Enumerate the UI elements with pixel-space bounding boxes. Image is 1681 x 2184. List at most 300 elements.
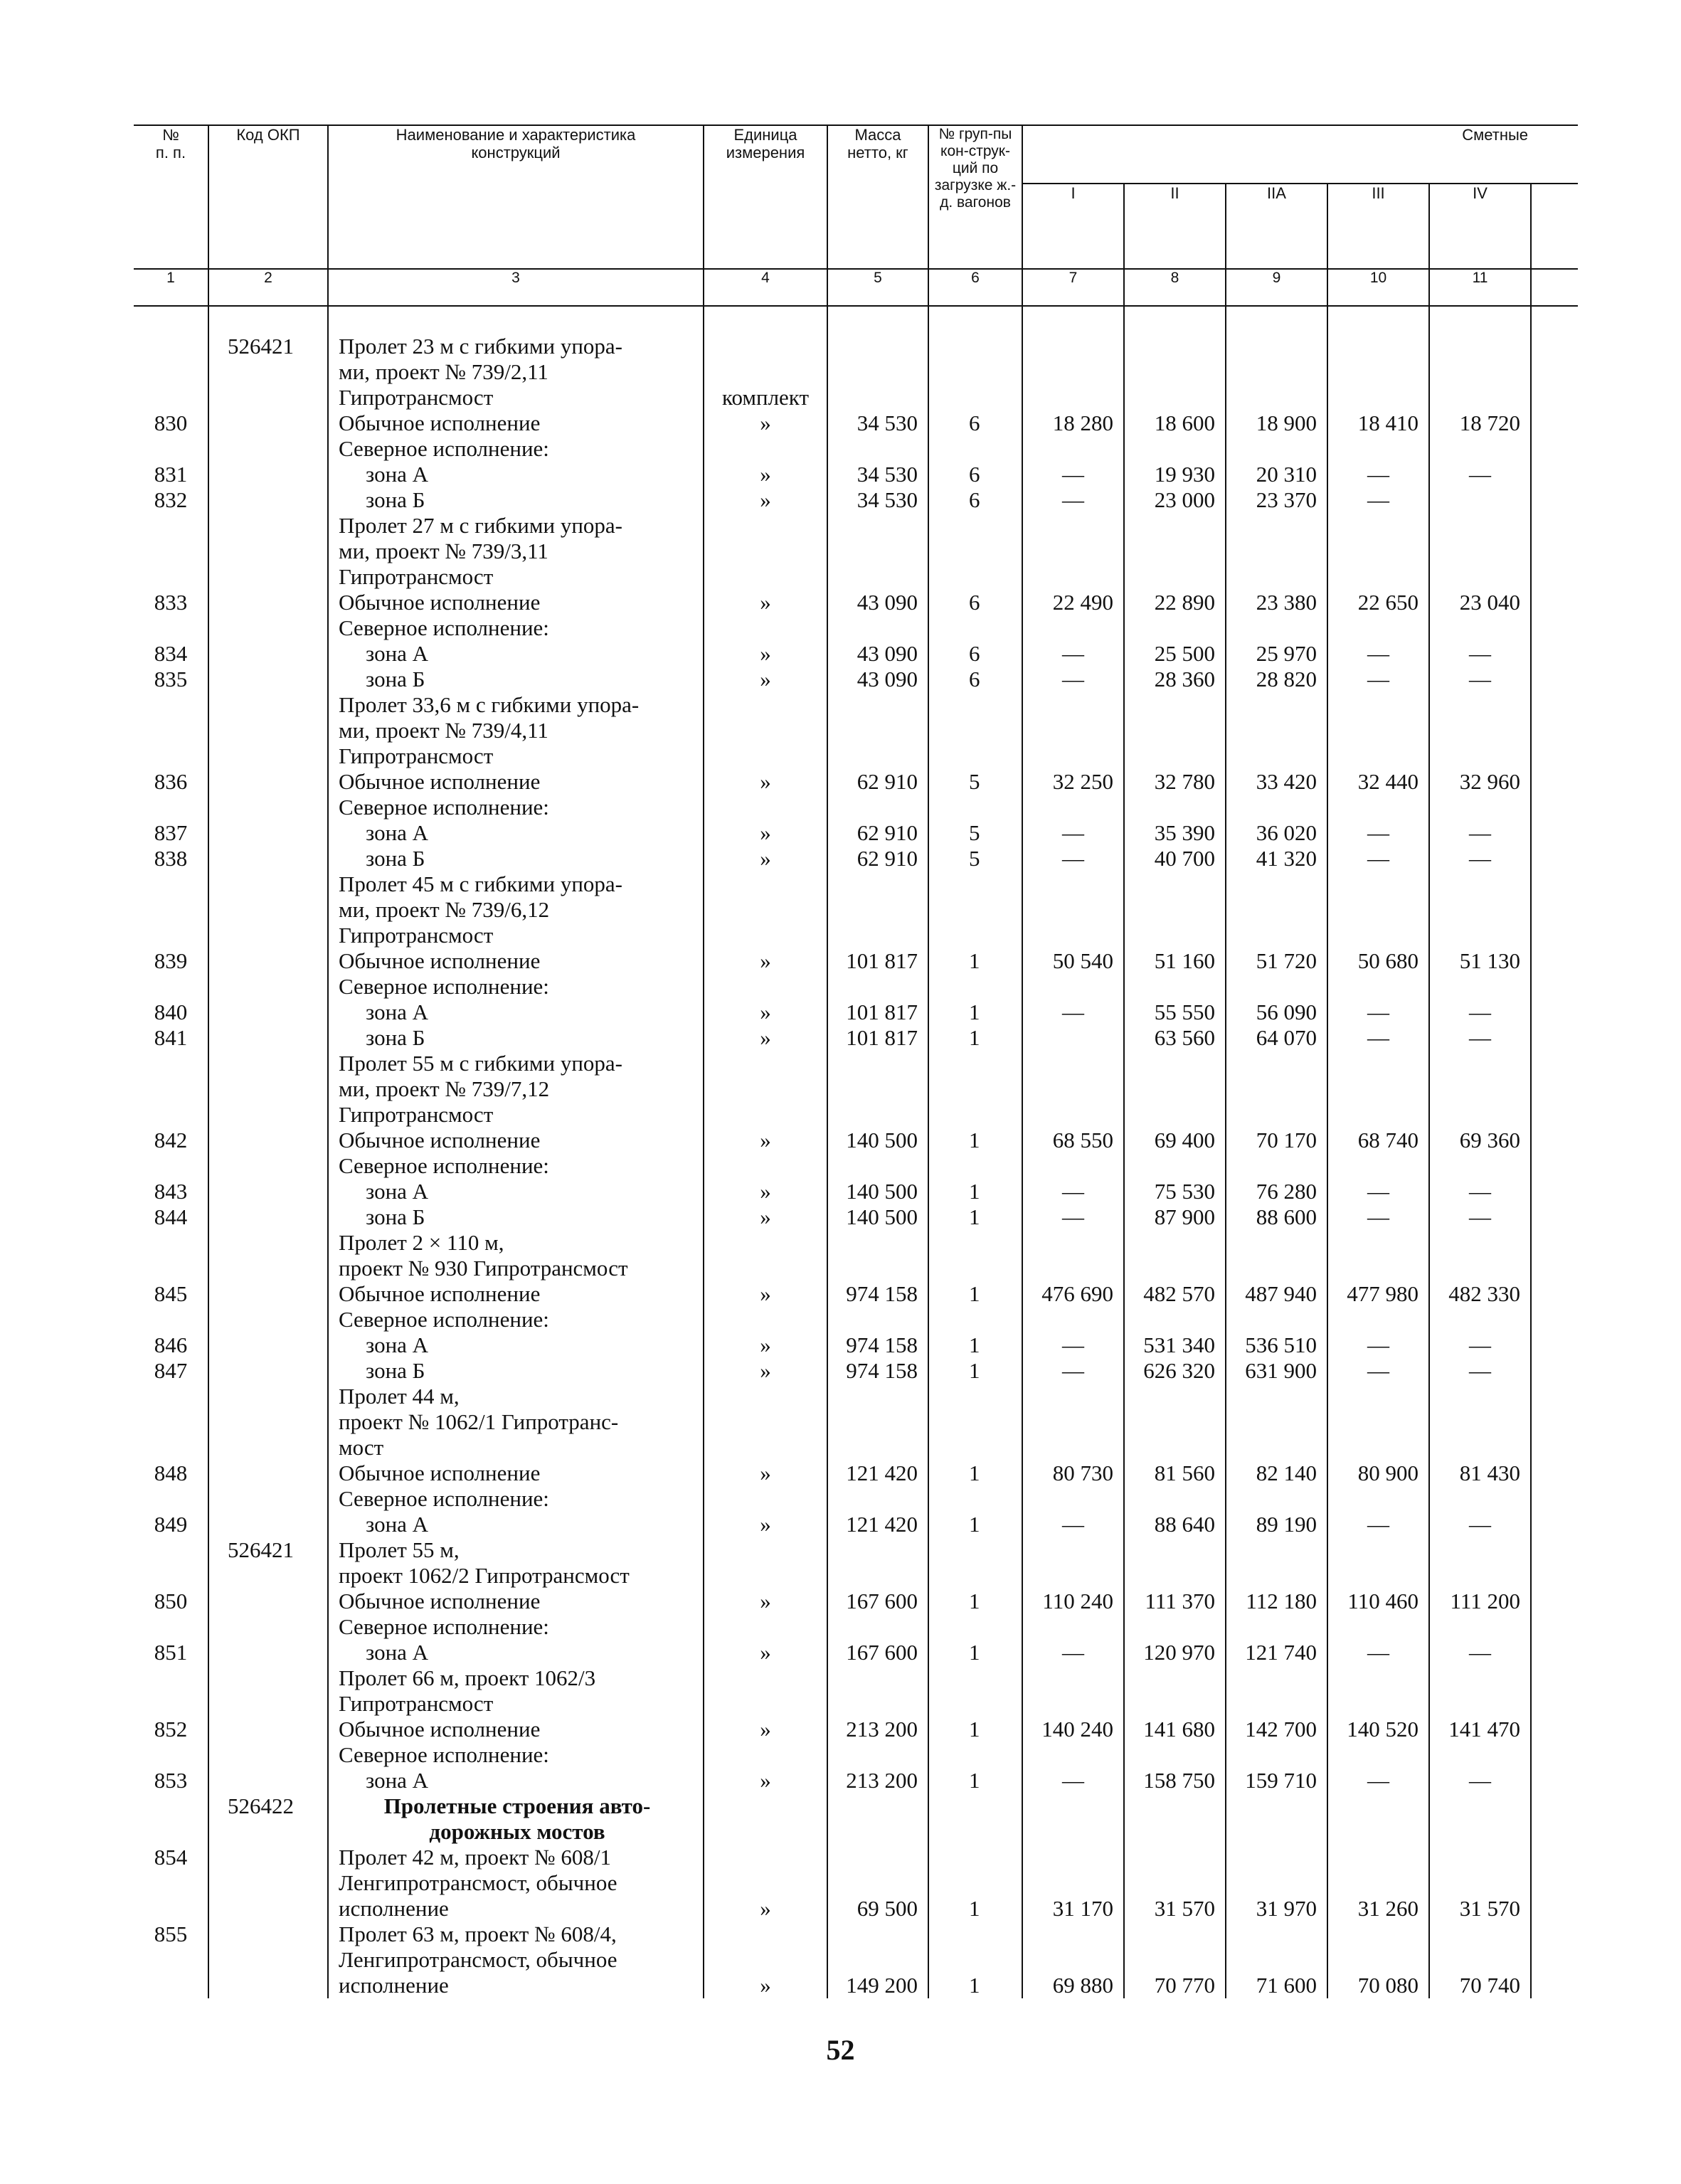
header-zone-2a: IIA (1226, 184, 1327, 269)
construction-name (328, 462, 704, 487)
construction-name (328, 410, 704, 436)
construction-name (328, 334, 704, 410)
estimate-value: 50 680 (1327, 948, 1429, 974)
row-number: 849 (134, 1512, 208, 1537)
okp-code (208, 1665, 328, 1717)
construction-name (328, 795, 704, 820)
unit-of-measure: » (704, 1281, 827, 1307)
unit-of-measure: » (704, 846, 827, 871)
okp-code (208, 1614, 328, 1640)
name-line: Пролет 2 × 110 м, (339, 1230, 504, 1255)
estimate-value (1124, 1153, 1226, 1179)
estimate-value (1124, 974, 1226, 1000)
table-row (134, 871, 1578, 948)
okp-code (208, 1589, 328, 1614)
estimate-value: — (1327, 1025, 1429, 1051)
okp-code (208, 590, 328, 615)
estimate-value (1022, 1384, 1124, 1461)
estimate-value (1429, 1384, 1531, 1461)
net-mass: 167 600 (827, 1589, 928, 1614)
net-mass: 101 817 (827, 948, 928, 974)
net-mass (827, 513, 928, 590)
name-line: зона Б (366, 1204, 425, 1229)
estimate-value: — (1327, 846, 1429, 871)
name-line: ми, проект № 739/6,12 (339, 897, 550, 922)
name-line: исполнение (339, 1973, 449, 1998)
estimate-value: 23 380 (1226, 590, 1327, 615)
estimate-value (1022, 1051, 1124, 1128)
estimate-value (1124, 1793, 1226, 1845)
extra-cell (1531, 436, 1578, 462)
estimate-value (1226, 436, 1327, 462)
net-mass (827, 334, 928, 410)
extra-cell (1531, 1281, 1578, 1307)
okp-code (208, 1204, 328, 1230)
estimate-value (1226, 1486, 1327, 1512)
unit-of-measure (704, 1153, 827, 1179)
estimate-value (1226, 795, 1327, 820)
estimate-value (1327, 1230, 1429, 1281)
construction-name (328, 513, 704, 590)
net-mass (827, 1793, 928, 1845)
name-line: проект № 1062/1 Гипротранс- (339, 1409, 619, 1434)
loading-group (928, 1051, 1022, 1128)
estimate-value (1429, 1793, 1531, 1845)
table-row (134, 590, 1578, 615)
estimate-value: 19 930 (1124, 462, 1226, 487)
table-row (134, 974, 1578, 1000)
construction-name (328, 1128, 704, 1153)
estimate-value (1429, 436, 1531, 462)
row-number (134, 1486, 208, 1512)
name-line: Обычное исполнение (339, 590, 541, 615)
estimate-value (1022, 513, 1124, 590)
okp-code (208, 692, 328, 769)
spacer-cell (1226, 306, 1327, 334)
estimate-value: — (1022, 1179, 1124, 1204)
extra-cell (1531, 795, 1578, 820)
name-line: зона А (366, 1640, 429, 1665)
estimate-value: 41 320 (1226, 846, 1327, 871)
estimate-value: 159 710 (1226, 1768, 1327, 1793)
table-row (134, 436, 1578, 462)
estimate-value: 31 970 (1226, 1845, 1327, 1921)
name-line: ми, проект № 739/3,11 (339, 539, 548, 563)
name-line: дорожных мостов (429, 1819, 605, 1844)
table-row (134, 1537, 1578, 1589)
estimate-value (1327, 1665, 1429, 1717)
row-number: 853 (134, 1768, 208, 1793)
name-line: зона Б (366, 846, 425, 871)
name-line: Пролет 63 м, проект № 608/4, (339, 1921, 617, 1946)
construction-name (328, 1717, 704, 1742)
estimate-value: — (1022, 667, 1124, 692)
estimate-value (1022, 1742, 1124, 1768)
name-line: Пролет 55 м, (339, 1537, 460, 1562)
row-number (134, 513, 208, 590)
row-number: 855 (134, 1921, 208, 1998)
column-number-row (134, 269, 1578, 306)
construction-name (328, 846, 704, 871)
okp-code (208, 846, 328, 871)
unit-of-measure (704, 871, 827, 948)
construction-name (328, 1512, 704, 1537)
okp-code (208, 871, 328, 948)
okp-code (208, 1358, 328, 1384)
loading-group: 5 (928, 846, 1022, 871)
row-number: 836 (134, 769, 208, 795)
construction-name (328, 1537, 704, 1589)
net-mass (827, 871, 928, 948)
net-mass: 43 090 (827, 590, 928, 615)
name-line: исполнение (339, 1896, 449, 1921)
estimate-value: — (1429, 1000, 1531, 1025)
estimate-value (1226, 513, 1327, 590)
name-line: зона Б (366, 1025, 425, 1050)
estimate-value (1124, 513, 1226, 590)
loading-group (928, 1537, 1022, 1589)
loading-group (928, 1793, 1022, 1845)
construction-name (328, 1153, 704, 1179)
row-number (134, 692, 208, 769)
spacer-cell (704, 306, 827, 334)
estimate-value (1022, 1025, 1124, 1051)
estimate-value: — (1022, 1640, 1124, 1665)
name-line: Пролет 55 м с гибкими упора- (339, 1051, 622, 1076)
name-line: Северное исполнение: (339, 795, 549, 820)
estimate-value: — (1022, 1332, 1124, 1358)
unit-of-measure: » (704, 1589, 827, 1614)
estimate-value (1022, 1537, 1124, 1589)
column-number: 10 (1327, 269, 1429, 306)
okp-code (208, 1921, 328, 1998)
estimate-value (1429, 1153, 1531, 1179)
estimate-value (1429, 1665, 1531, 1717)
column-number: 11 (1429, 269, 1531, 306)
name-line: зона А (366, 1000, 429, 1024)
loading-group (928, 1486, 1022, 1512)
estimate-value: 626 320 (1124, 1358, 1226, 1384)
estimate-value: 70 170 (1226, 1128, 1327, 1153)
okp-code (208, 1153, 328, 1179)
estimate-value: 81 430 (1429, 1461, 1531, 1486)
extra-cell (1531, 1845, 1578, 1921)
estimate-value: 25 970 (1226, 641, 1327, 667)
name-line: Ленгипротрансмост, обычное (339, 1947, 617, 1972)
unit-of-measure (704, 513, 827, 590)
estimate-value: 121 740 (1226, 1640, 1327, 1665)
loading-group: 1 (928, 1281, 1022, 1307)
loading-group (928, 974, 1022, 1000)
name-line: зона Б (366, 487, 425, 512)
estimate-value (1124, 1486, 1226, 1512)
estimate-value: 64 070 (1226, 1025, 1327, 1051)
estimate-value: 88 640 (1124, 1512, 1226, 1537)
estimate-value: 87 900 (1124, 1204, 1226, 1230)
unit-of-measure: » (704, 590, 827, 615)
estimate-value (1327, 1051, 1429, 1128)
construction-name (328, 436, 704, 462)
table-body (134, 334, 1578, 1998)
loading-group (928, 1153, 1022, 1179)
estimate-value (1124, 615, 1226, 641)
construction-name (328, 1665, 704, 1717)
table-row (134, 1230, 1578, 1281)
estimate-value: 18 900 (1226, 410, 1327, 436)
table-row (134, 667, 1578, 692)
estimate-value (1429, 1537, 1531, 1589)
extra-cell (1531, 1921, 1578, 1998)
row-number: 844 (134, 1204, 208, 1230)
table-header (134, 125, 1578, 269)
estimate-value: 40 700 (1124, 846, 1226, 871)
table-row (134, 1204, 1578, 1230)
row-number: 830 (134, 410, 208, 436)
okp-code (208, 1768, 328, 1793)
table-row (134, 615, 1578, 641)
estimate-value (1327, 1307, 1429, 1332)
extra-cell (1531, 641, 1578, 667)
extra-cell (1531, 1742, 1578, 1768)
estimate-value: 69 400 (1124, 1128, 1226, 1153)
estimate-value (1022, 1486, 1124, 1512)
name-line: Северное исполнение: (339, 436, 549, 461)
estimate-value (1022, 1614, 1124, 1640)
estimate-value (1429, 974, 1531, 1000)
construction-name (328, 1025, 704, 1051)
row-number: 842 (134, 1128, 208, 1153)
estimate-value (1124, 334, 1226, 410)
table-row (134, 1845, 1578, 1921)
construction-name (328, 1358, 704, 1384)
loading-group (928, 513, 1022, 590)
estimate-value: — (1327, 667, 1429, 692)
spacer-cell (1429, 306, 1531, 334)
estimate-value (1022, 334, 1124, 410)
page-number: 52 (826, 2034, 855, 2066)
estimate-value: — (1327, 1179, 1429, 1204)
estimate-value: 120 970 (1124, 1640, 1226, 1665)
column-number: 1 (134, 269, 208, 306)
name-line: Гипротрансмост (339, 564, 494, 589)
name-line: ми, проект № 739/2,11 (339, 359, 548, 384)
unit-of-measure: » (704, 1204, 827, 1230)
estimate-value (1327, 974, 1429, 1000)
table-row (134, 1128, 1578, 1153)
net-mass (827, 1537, 928, 1589)
column-number: 5 (827, 269, 928, 306)
okp-code (208, 462, 328, 487)
loading-group: 1 (928, 1512, 1022, 1537)
extra-cell (1531, 948, 1578, 974)
okp-code (208, 1461, 328, 1486)
unit-of-measure: » (704, 1845, 827, 1921)
table-row (134, 1461, 1578, 1486)
row-number (134, 1665, 208, 1717)
construction-name (328, 667, 704, 692)
estimate-value: 22 890 (1124, 590, 1226, 615)
construction-name (328, 1614, 704, 1640)
row-number: 851 (134, 1640, 208, 1665)
estimate-value: 82 140 (1226, 1461, 1327, 1486)
estimate-value: 70 740 (1429, 1921, 1531, 1998)
row-number: 840 (134, 1000, 208, 1025)
name-line: Гипротрансмост (339, 385, 494, 410)
spacer-cell (1022, 306, 1124, 334)
name-line: Северное исполнение: (339, 1307, 549, 1332)
name-line: Северное исполнение: (339, 1614, 549, 1639)
header-col-unit: Единица измерения (704, 125, 827, 269)
name-line: ми, проект № 739/4,11 (339, 718, 548, 743)
okp-code (208, 1000, 328, 1025)
net-mass: 167 600 (827, 1640, 928, 1665)
row-number (134, 1230, 208, 1281)
net-mass: 62 910 (827, 820, 928, 846)
header-zone-3: III (1327, 184, 1429, 269)
row-number: 838 (134, 846, 208, 871)
okp-code (208, 948, 328, 974)
estimate-value: — (1429, 641, 1531, 667)
estimate-value: — (1327, 820, 1429, 846)
estimate-value: 32 440 (1327, 769, 1429, 795)
unit-of-measure: » (704, 1717, 827, 1742)
estimate-value: 32 250 (1022, 769, 1124, 795)
estimate-value: — (1022, 487, 1124, 513)
estimate-value (1429, 513, 1531, 590)
name-line: Гипротрансмост (339, 743, 494, 768)
estimate-value (1124, 1537, 1226, 1589)
estimate-value: 55 550 (1124, 1000, 1226, 1025)
estimate-value (1226, 974, 1327, 1000)
estimate-value: — (1327, 1000, 1429, 1025)
estimate-value: — (1327, 641, 1429, 667)
row-number: 831 (134, 462, 208, 487)
row-number (134, 1051, 208, 1128)
loading-group: 1 (928, 1000, 1022, 1025)
table-row (134, 820, 1578, 846)
loading-group: 6 (928, 487, 1022, 513)
estimate-value: — (1327, 462, 1429, 487)
estimate-value: 23 040 (1429, 590, 1531, 615)
spacer-cell (1124, 306, 1226, 334)
column-number: 9 (1226, 269, 1327, 306)
net-mass: 140 500 (827, 1204, 928, 1230)
name-line: проект 1062/2 Гипротрансмост (339, 1563, 630, 1588)
net-mass (827, 1153, 928, 1179)
extra-cell (1531, 846, 1578, 871)
net-mass (827, 1665, 928, 1717)
unit-of-measure (704, 1742, 827, 1768)
estimate-value (1022, 1307, 1124, 1332)
estimate-value: 70 080 (1327, 1921, 1429, 1998)
row-number (134, 1614, 208, 1640)
okp-code: 526422 (208, 1793, 328, 1845)
table-row (134, 641, 1578, 667)
estimate-value: — (1327, 487, 1429, 513)
table-row (134, 1025, 1578, 1051)
estimate-value: — (1429, 820, 1531, 846)
estimate-value: 75 530 (1124, 1179, 1226, 1204)
unit-of-measure (704, 1614, 827, 1640)
estimate-value: 70 770 (1124, 1921, 1226, 1998)
estimate-value: 141 680 (1124, 1717, 1226, 1742)
name-line: Пролет 27 м с гибкими упора- (339, 513, 622, 538)
row-number (134, 1537, 208, 1589)
table-row (134, 846, 1578, 871)
extra-cell (1531, 1589, 1578, 1614)
unit-of-measure (704, 1307, 827, 1332)
column-number: 2 (208, 269, 328, 306)
estimate-value: 531 340 (1124, 1332, 1226, 1358)
estimate-value (1124, 692, 1226, 769)
unit-of-measure (704, 1230, 827, 1281)
estimate-value (1022, 692, 1124, 769)
table-row (134, 462, 1578, 487)
estimate-value (1226, 1307, 1327, 1332)
row-number: 845 (134, 1281, 208, 1307)
extra-cell (1531, 1025, 1578, 1051)
okp-code (208, 1384, 328, 1461)
loading-group: 1 (928, 1204, 1022, 1230)
construction-name (328, 1793, 704, 1845)
okp-code (208, 795, 328, 820)
row-number (134, 871, 208, 948)
table-row (134, 1512, 1578, 1537)
estimate-value: — (1429, 1640, 1531, 1665)
table-row (134, 1281, 1578, 1307)
header-col-group: № груп-пы кон-струк-ций по загрузке ж.-д. вагонов (928, 125, 1022, 269)
okp-code (208, 1025, 328, 1051)
loading-group (928, 1665, 1022, 1717)
net-mass: 121 420 (827, 1461, 928, 1486)
estimate-value (1429, 692, 1531, 769)
construction-name (328, 641, 704, 667)
table-row (134, 692, 1578, 769)
net-mass: 34 530 (827, 462, 928, 487)
unit-of-measure: » (704, 1768, 827, 1793)
okp-code (208, 1486, 328, 1512)
construction-name (328, 1332, 704, 1358)
estimate-value (1429, 487, 1531, 513)
name-line: зона А (366, 641, 429, 666)
name-line: Пролет 66 м, проект 1062/3 (339, 1665, 596, 1690)
row-number (134, 974, 208, 1000)
estimate-value (1124, 1742, 1226, 1768)
estimate-value (1226, 1537, 1327, 1589)
estimate-value: 69 880 (1022, 1921, 1124, 1998)
name-line: Северное исполнение: (339, 974, 549, 999)
unit-of-measure: » (704, 1025, 827, 1051)
loading-group: 1 (928, 1640, 1022, 1665)
net-mass: 43 090 (827, 641, 928, 667)
extra-cell (1531, 1486, 1578, 1512)
construction-name (328, 487, 704, 513)
unit-of-measure (704, 615, 827, 641)
estimate-value: 80 730 (1022, 1461, 1124, 1486)
unit-of-measure (704, 436, 827, 462)
table-row (134, 1640, 1578, 1665)
okp-code (208, 667, 328, 692)
table-row (134, 1793, 1578, 1845)
estimate-value: 88 600 (1226, 1204, 1327, 1230)
net-mass: 974 158 (827, 1281, 928, 1307)
estimate-value: 51 160 (1124, 948, 1226, 974)
unit-of-measure (704, 974, 827, 1000)
unit-of-measure (704, 1384, 827, 1461)
estimate-value (1022, 871, 1124, 948)
estimate-value: — (1022, 641, 1124, 667)
estimate-value: — (1327, 1358, 1429, 1384)
